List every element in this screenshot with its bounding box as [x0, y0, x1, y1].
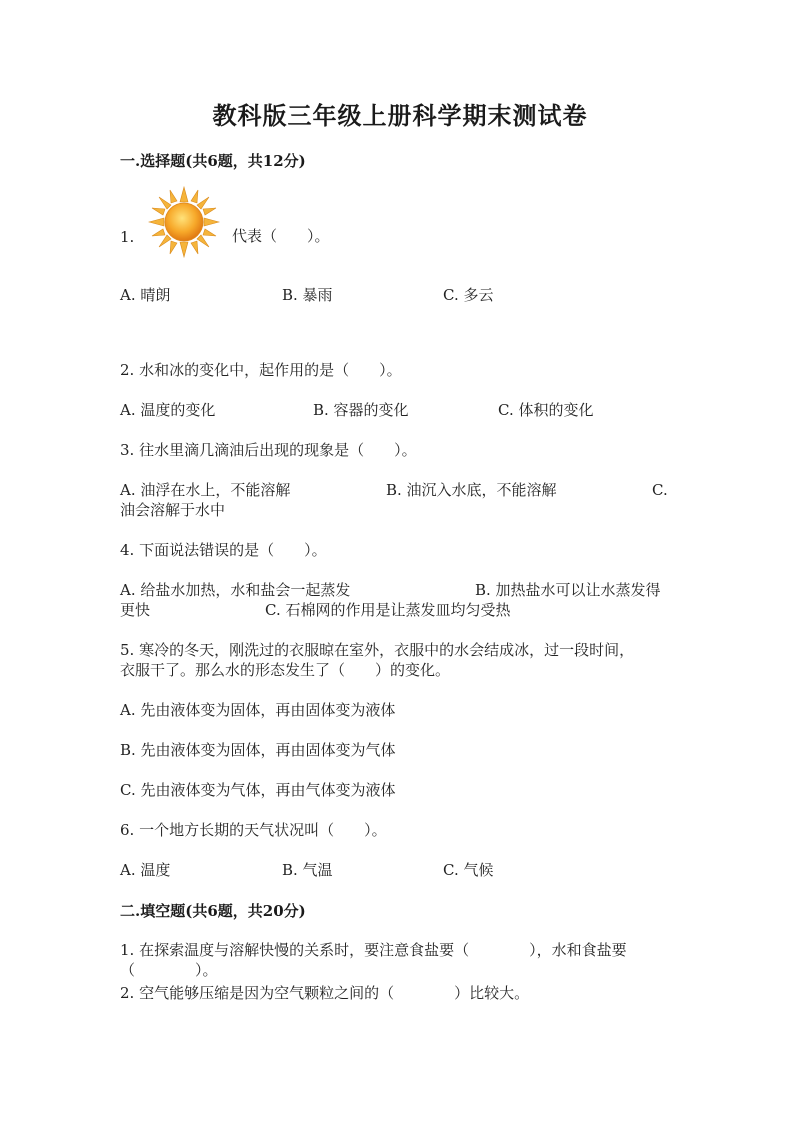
question-4-option-c: C. 石棉网的作用是让蒸发皿均匀受热	[265, 601, 511, 619]
question-5-stem-line1: 5. 寒冷的冬天，刚洗过的衣服晾在室外，衣服中的水会结成冰，过一段时间，	[120, 641, 635, 659]
question-4-option-a: A. 给盐水加热，水和盐会一起蒸发	[120, 581, 351, 599]
fill-question-1-line1: 1. 在探索温度与溶解快慢的关系时，要注意食盐要（ ），水和食盐要	[120, 941, 627, 959]
question-5-option-a: A. 先由液体变为固体，再由固体变为液体	[120, 701, 396, 719]
question-6-option-a: A. 温度	[120, 861, 171, 879]
question-1-option-b: B. 暴雨	[282, 286, 333, 304]
question-6-option-c: C. 气候	[443, 861, 494, 879]
question-3-option-c: C.	[652, 481, 668, 499]
question-4-stem: 4. 下面说法错误的是（ ）。	[120, 541, 327, 559]
sun-icon	[148, 186, 220, 258]
question-2-option-c: C. 体积的变化	[498, 401, 594, 419]
question-6-stem: 6. 一个地方长期的天气状况叫（ ）。	[120, 821, 387, 839]
question-6-option-b: B. 气温	[282, 861, 333, 879]
section-heading-fill-blank: 二.填空题(共6题，共20分)	[120, 902, 306, 920]
page-title: 教科版三年级上册科学期末测试卷	[212, 101, 588, 130]
question-5-option-c: C. 先由液体变为气体，再由气体变为液体	[120, 781, 396, 799]
question-1-option-c: C. 多云	[443, 286, 494, 304]
question-2-option-b: B. 容器的变化	[313, 401, 409, 419]
question-5-stem-line2: 衣服干了。那么水的形态发生了（ ）的变化。	[120, 661, 451, 679]
fill-question-1-line2: （ ）。	[120, 961, 218, 979]
question-1-number: 1.	[120, 228, 135, 246]
question-4-option-b-wrap: 更快	[120, 601, 151, 619]
question-2-stem: 2. 水和冰的变化中，起作用的是（ ）。	[120, 361, 402, 379]
question-3-stem: 3. 往水里滴几滴油后出现的现象是（ ）。	[120, 441, 417, 459]
question-1-option-a: A. 晴朗	[120, 286, 171, 304]
question-4-option-b: B. 加热盐水可以让水蒸发得	[475, 581, 661, 599]
question-3-option-a: A. 油浮在水上，不能溶解	[120, 481, 291, 499]
question-5-option-b: B. 先由液体变为固体，再由固体变为气体	[120, 741, 396, 759]
question-1-stem: 代表（ ）。	[232, 227, 330, 245]
question-3-option-c-text: 油会溶解于水中	[120, 501, 226, 519]
section-heading-choice: 一.选择题(共6题，共12分)	[120, 152, 306, 170]
fill-question-2: 2. 空气能够压缩是因为空气颗粒之间的（ ）比较大。	[120, 984, 530, 1002]
question-2-option-a: A. 温度的变化	[120, 401, 216, 419]
question-3-option-b: B. 油沉入水底，不能溶解	[386, 481, 557, 499]
